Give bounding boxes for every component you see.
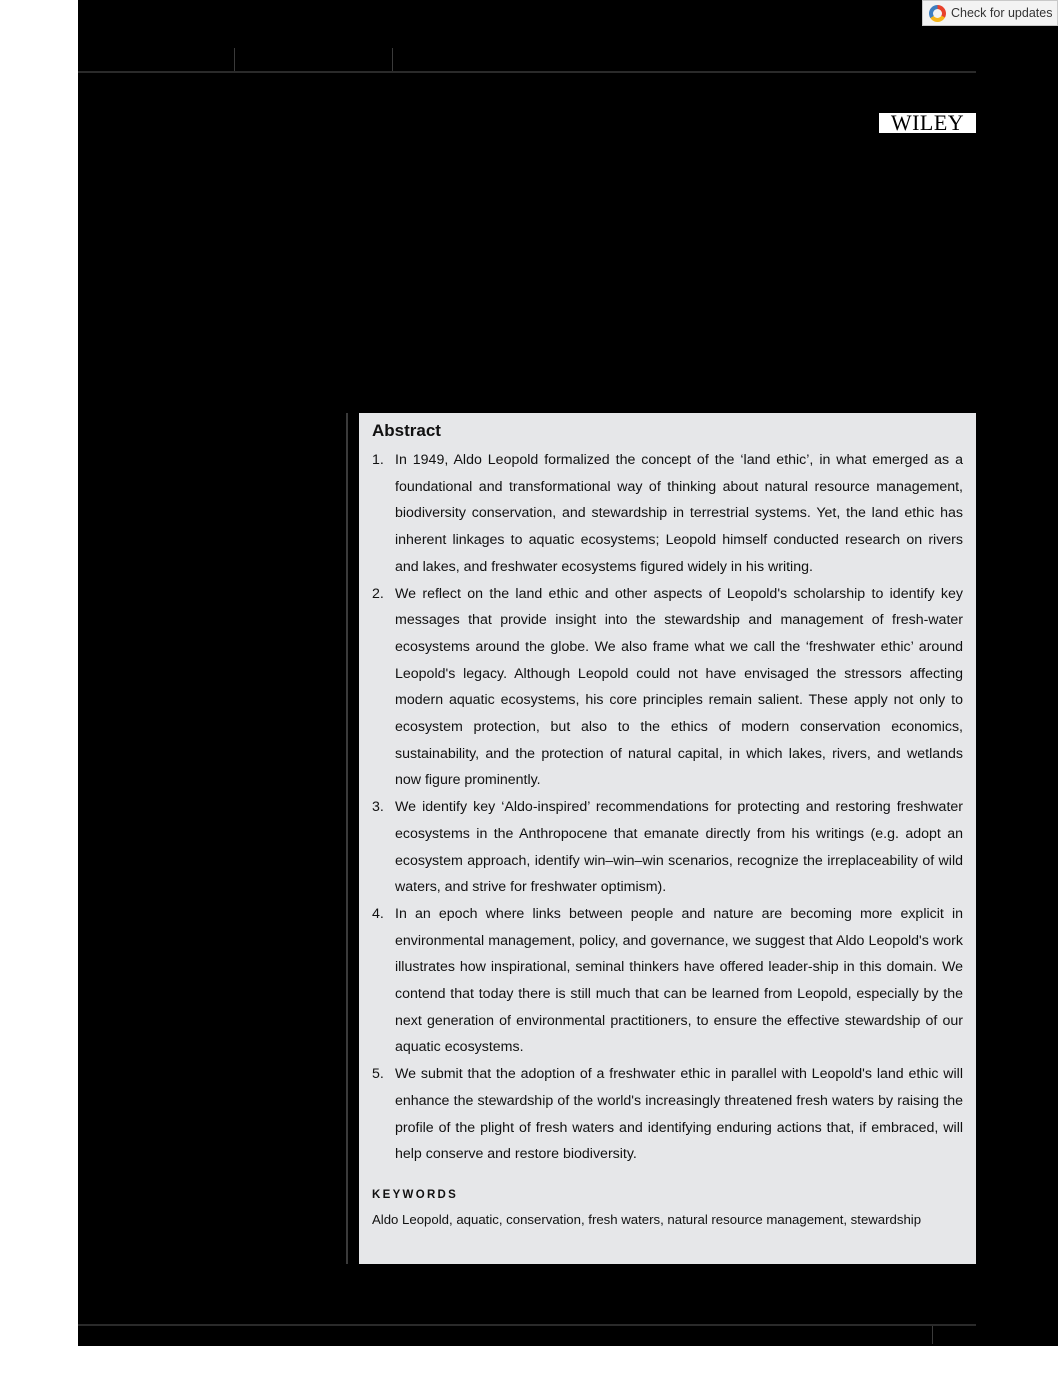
wiley-logo: WILEY	[879, 113, 976, 133]
item-text: We identify key ‘Aldo-inspired’ recommendations for protecting and restoring freshwater ecosystems in the Anthropocene that emanate directly from his writings (e.g. adopt an ecosystem approach, identify win–win–win scenarios, recognize the irreplaceability of wild waters, and strive for freshwater optimism).	[395, 799, 963, 896]
abstract-side-bar	[346, 413, 348, 1264]
page-background-right	[976, 0, 1058, 1346]
check-for-updates-label: Check for updates	[951, 6, 1053, 20]
header-rule	[78, 71, 976, 73]
item-number: 5.	[372, 1066, 384, 1083]
abstract-item	[372, 1061, 963, 1168]
abstract-item	[372, 447, 963, 581]
abstract-item	[372, 581, 963, 795]
item-number: 4.	[372, 905, 384, 922]
item-text: We reflect on the land ethic and other aspects of Leopold's scholarship to identify key messages that provide insight into the stewardship and management of fresh-water ecosystems around the globe. We also frame what we call the ‘freshwater ethic’ around Leopold's legacy. Although Leopold could not have envisaged the stressors affecting modern aquatic ecosystems, his core principles remain salient. These apply not only to ecosystem protection, but also to the ethics of modern conservation economics, sustainability, and the protection of natural capital, in which lakes, rivers, and wetlands now figure prominently.	[395, 585, 963, 789]
item-number: 1.	[372, 452, 384, 468]
item-text: In 1949, Aldo Leopold formalized the concept of the ‘land ethic’, in what emerged as a foundational and transformational way of thinking about natural resource management, biodiversity conservation, and stewardship in terrestrial systems. Yet, the land ethic has inherent linkages to aquatic ecosystems; Leopold himself conducted research on rivers and lakes, and freshwater ecosystems figured widely in his writing.	[395, 452, 963, 575]
header-separator	[234, 48, 235, 71]
item-text: In an epoch where links between people and nature are becoming more explicit in environmental management, policy, and governance, we suggest that Aldo Leopold's work illustrates how inspirational, seminal thinkers have offered leader-ship in this domain. We contend that today there is still much that can be learned from Leopold, especially by the next generation of environmental practitioners, to ensure the effective stewardship of our aquatic ecosystems.	[395, 905, 963, 1056]
abstract-item	[372, 901, 963, 1061]
check-for-updates-button[interactable]	[922, 0, 1058, 26]
abstract-heading: Abstract	[372, 421, 441, 440]
footer-separator	[932, 1326, 933, 1344]
keywords-list: Aldo Leopold, aquatic, conservation, fresh waters, natural resource management, stewardship	[372, 1211, 922, 1227]
crossmark-icon	[929, 5, 946, 22]
abstract-item	[372, 794, 963, 901]
abstract-list	[372, 447, 963, 1168]
header-separator	[392, 48, 393, 71]
item-number: 2.	[372, 585, 384, 602]
keywords-heading: KEYWORDS	[372, 1188, 459, 1201]
item-number: 3.	[372, 799, 384, 816]
item-text: We submit that the adoption of a freshwater ethic in parallel with Leopold's land ethic will enhance the stewardship of the world's increasingly threatened fresh waters by raising the profile of the plight of fresh waters and identifying enduring actions that, if embraced, will help conserve and restore biodiversity.	[395, 1066, 963, 1163]
abstract-panel	[359, 413, 976, 1264]
footer-rule	[78, 1324, 976, 1326]
